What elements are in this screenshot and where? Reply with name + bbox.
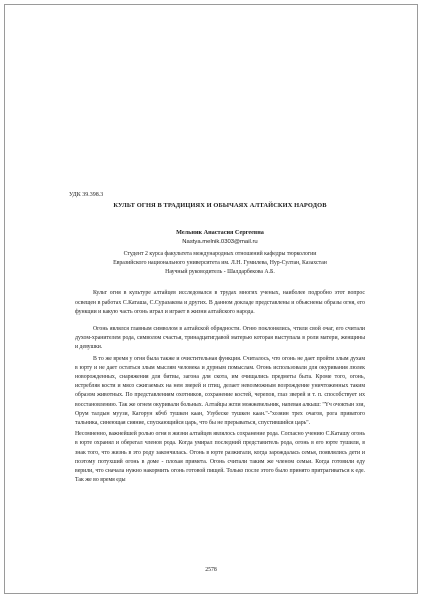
author-email[interactable]: Nastya.melnik.0303@mail.ru [182,238,258,245]
body-paragraph: В то же время у огня была также и очистительная функция. Считалось, что огонь не дает пройти злым духам в юрту и не дает остаться злым мыслям человека и дурным помыслам. Огонь использовали для окуривания люлек новорожденных, снаряжения для битвы, загона для скота, им очищались предметы быта. Кроме того, огонь, истребляя кости и мясо сжигаемых на нем зверей и птиц, делает невозможным возрождение уничтоженных таким образом животных. По представлениям охотников, сохранение костей, черепов, глаз зверей и т. п. способствует их восстановлению. Так же огнем окуривали больных. Алтайцы жгли можжевельник, напевая алкыш: "Үч очоктын эзи, Орум талдын муузи, Кагорун кбчб тушкен каан, Узубеске тушкен каан."-"хозяин трех очагов, рога приватого тальника, синеющая сияние, спускающийся царь, что бы не прерываться, спустившийся царь". [75,355,365,427]
body-paragraph: Несомненно, важнейшей ролью огня в жизни алтайцев являлось сохранение рода. Согласно учению С.Каташу огонь в юрте охранял и оберегал членов рода. Когда умирал последний представитель рода, огонь в его юрте тушили, в знак того, что жизнь в это роду закончилась. Огонь в юрте разжигали, когда зарождалась семья, появлялись дети и поэтому потухший огонь в доме - плохая примета. Огонь считали таким же членом семьи. Когда готовили еду верили, что сначала нужно накормить огонь готовой пищей. Только после этого было принято притрагиваться к еде. Так же во время еды [75,431,365,484]
article-title: КУЛЬТ ОГНЯ В ТРАДИЦИЯХ И ОБЫЧАЯХ АЛТАЙСКИХ НАРОДОВ [113,202,327,210]
abstract-text: Культ огня в культуре алтайцев исследовался в трудах многих ученых, наиболее подробно этот вопрос освещен в работах С.Каташа, С.Суразакова и других. В данном докладе представлены и объяснены образы огня, его функции и какую часть огонь играл и играет в жизни алтайского народа. [75,290,365,315]
udk-code: УДК 39.398.3 [69,192,104,198]
affiliation-line: Евразийского национального университета им. Л.Н. Гумилева, Нур-Султан, Казахстан [113,260,327,267]
affiliation-line: Студент 2 курса факультета международных отношений кафедры тюркологии [123,250,317,257]
abstract [75,289,365,317]
body-paragraph: Огонь являлся главным символом в алтайской обрядности. Огню поклонялись, чтили свой очаг, его считали духом-хранителем рода, символом счастья, тринадцатигдавой матерью которая выступала в роли матери, женщины и девушки. [75,326,365,351]
affiliation-line: Научный руководитель - Шалдарбекова А.Б. [165,269,275,276]
author-name: Мельник Анастасия Сергеевна [176,229,264,237]
article-body [75,325,365,485]
document-page [4,4,418,594]
page-number: 2578 [205,567,217,573]
author-affiliation [75,250,365,278]
article-content [69,191,365,487]
